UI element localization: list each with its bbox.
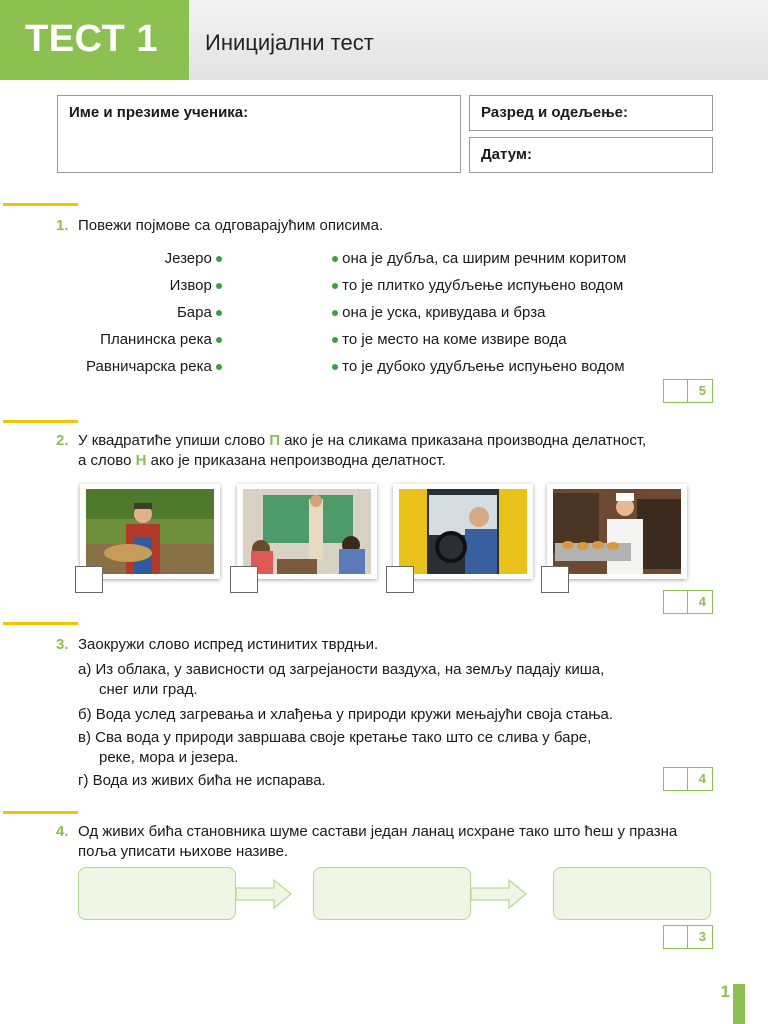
answer-box[interactable]: [386, 566, 414, 593]
farmer-image: [86, 489, 214, 574]
date-label: Датум:: [481, 146, 532, 163]
match-dot[interactable]: [332, 283, 338, 289]
section-divider: [3, 622, 78, 625]
description-label: то је дубоко удубљење испуњено водом: [342, 358, 625, 375]
term-label: Извор: [169, 277, 212, 294]
page-marker-bar: [733, 984, 745, 1024]
points-label: 5: [698, 383, 706, 398]
statement-g[interactable]: г) Вода из живих бића не испарава.: [78, 772, 326, 789]
class-field[interactable]: [469, 95, 713, 131]
description-label: то је место на коме извире вода: [342, 331, 567, 348]
food-chain-field-2[interactable]: [313, 867, 471, 920]
match-dot[interactable]: [332, 337, 338, 343]
points-label: 4: [698, 594, 706, 609]
term-label: Језеро: [164, 250, 212, 267]
term-item[interactable]: [165, 250, 222, 267]
match-dot[interactable]: [332, 310, 338, 316]
term-item[interactable]: [86, 358, 222, 375]
student-name-field[interactable]: [57, 95, 461, 173]
question-1-text: Повежи појмове са одговарајућим описима.: [78, 217, 384, 234]
score-box-q4[interactable]: [663, 925, 713, 949]
match-dot[interactable]: [216, 310, 222, 316]
section-divider: [3, 420, 78, 423]
match-dot[interactable]: [332, 364, 338, 370]
letter-n: Н: [135, 452, 147, 469]
food-chain-field-1[interactable]: [78, 867, 236, 920]
question-1-number: 1.: [56, 217, 69, 234]
term-label: Планинска река: [100, 331, 212, 348]
test-label: ТЕСТ 1: [25, 18, 158, 60]
photo-classroom: [237, 484, 377, 579]
description-item[interactable]: [332, 250, 626, 267]
test-subtitle: Иницијални тест: [205, 30, 374, 55]
answer-box[interactable]: [230, 566, 258, 593]
question-2-text: У квадратиће упиши слово П ако је на сликама приказана производна делатност, а слово Н ако је приказана непроизводна делатност.: [78, 432, 647, 469]
score-box-q2[interactable]: [663, 590, 713, 614]
points-label: 4: [698, 771, 706, 786]
driver-image: [399, 489, 527, 574]
photo-baker: [547, 484, 687, 579]
class-label: Разред и одељење:: [481, 104, 629, 121]
photo-driver: [393, 484, 533, 579]
description-label: она је уска, кривудава и брза: [342, 304, 546, 321]
question-3-number: 3.: [56, 636, 69, 653]
arrow-right-icon: [236, 878, 292, 910]
question-4-text: Од живих бића становника шуме састави један ланац исхране тако што ћеш у празна поља уписати њихове називе.: [78, 823, 678, 860]
statement-b[interactable]: б) Вода услед загревања и хлађења у природи кружи мењајући своја стања.: [78, 706, 614, 723]
description-label: она је дубља, са ширим речним коритом: [342, 250, 627, 267]
answer-box[interactable]: [75, 566, 103, 593]
letter-p: П: [269, 432, 281, 449]
points-label: 3: [698, 929, 706, 944]
food-chain-field-3[interactable]: [553, 867, 711, 920]
match-dot[interactable]: [216, 283, 222, 289]
term-label: Бара: [176, 304, 212, 321]
description-item[interactable]: [332, 358, 625, 375]
baker-image: [553, 489, 681, 574]
term-item[interactable]: [100, 331, 222, 348]
question-2-number: 2.: [56, 432, 69, 449]
match-dot[interactable]: [216, 337, 222, 343]
term-item[interactable]: [177, 304, 222, 321]
question-3-text: Заокружи слово испред истинитих тврдњи.: [78, 636, 379, 653]
score-box-q1[interactable]: [663, 379, 713, 403]
classroom-image: [243, 489, 371, 574]
student-name-label: Име и презиме ученика:: [69, 104, 249, 121]
term-item[interactable]: [170, 277, 222, 294]
arrow-right-icon: [471, 878, 527, 910]
statement-a[interactable]: а) Из облака, у зависности од загрејаности ваздуха, на земљу падају киша, снег или град.: [78, 661, 605, 698]
description-item[interactable]: [332, 277, 623, 294]
match-dot[interactable]: [216, 256, 222, 262]
photo-farmer: [80, 484, 220, 579]
question-4-number: 4.: [56, 823, 69, 840]
description-item[interactable]: [332, 331, 567, 348]
match-dot[interactable]: [332, 256, 338, 262]
statement-v[interactable]: в) Сва вода у природи завршава своје кретање тако што се слива у баре, реке, мора и језера.: [78, 729, 592, 766]
page-number: 1: [720, 982, 730, 1001]
section-divider: [3, 203, 78, 206]
term-label: Равничарска река: [86, 358, 212, 375]
score-box-q3[interactable]: [663, 767, 713, 791]
answer-box[interactable]: [541, 566, 569, 593]
match-dot[interactable]: [216, 364, 222, 370]
description-item[interactable]: [332, 304, 545, 321]
section-divider: [3, 811, 78, 814]
date-field[interactable]: [469, 137, 713, 173]
description-label: то је плитко удубљење испуњено водом: [342, 277, 624, 294]
